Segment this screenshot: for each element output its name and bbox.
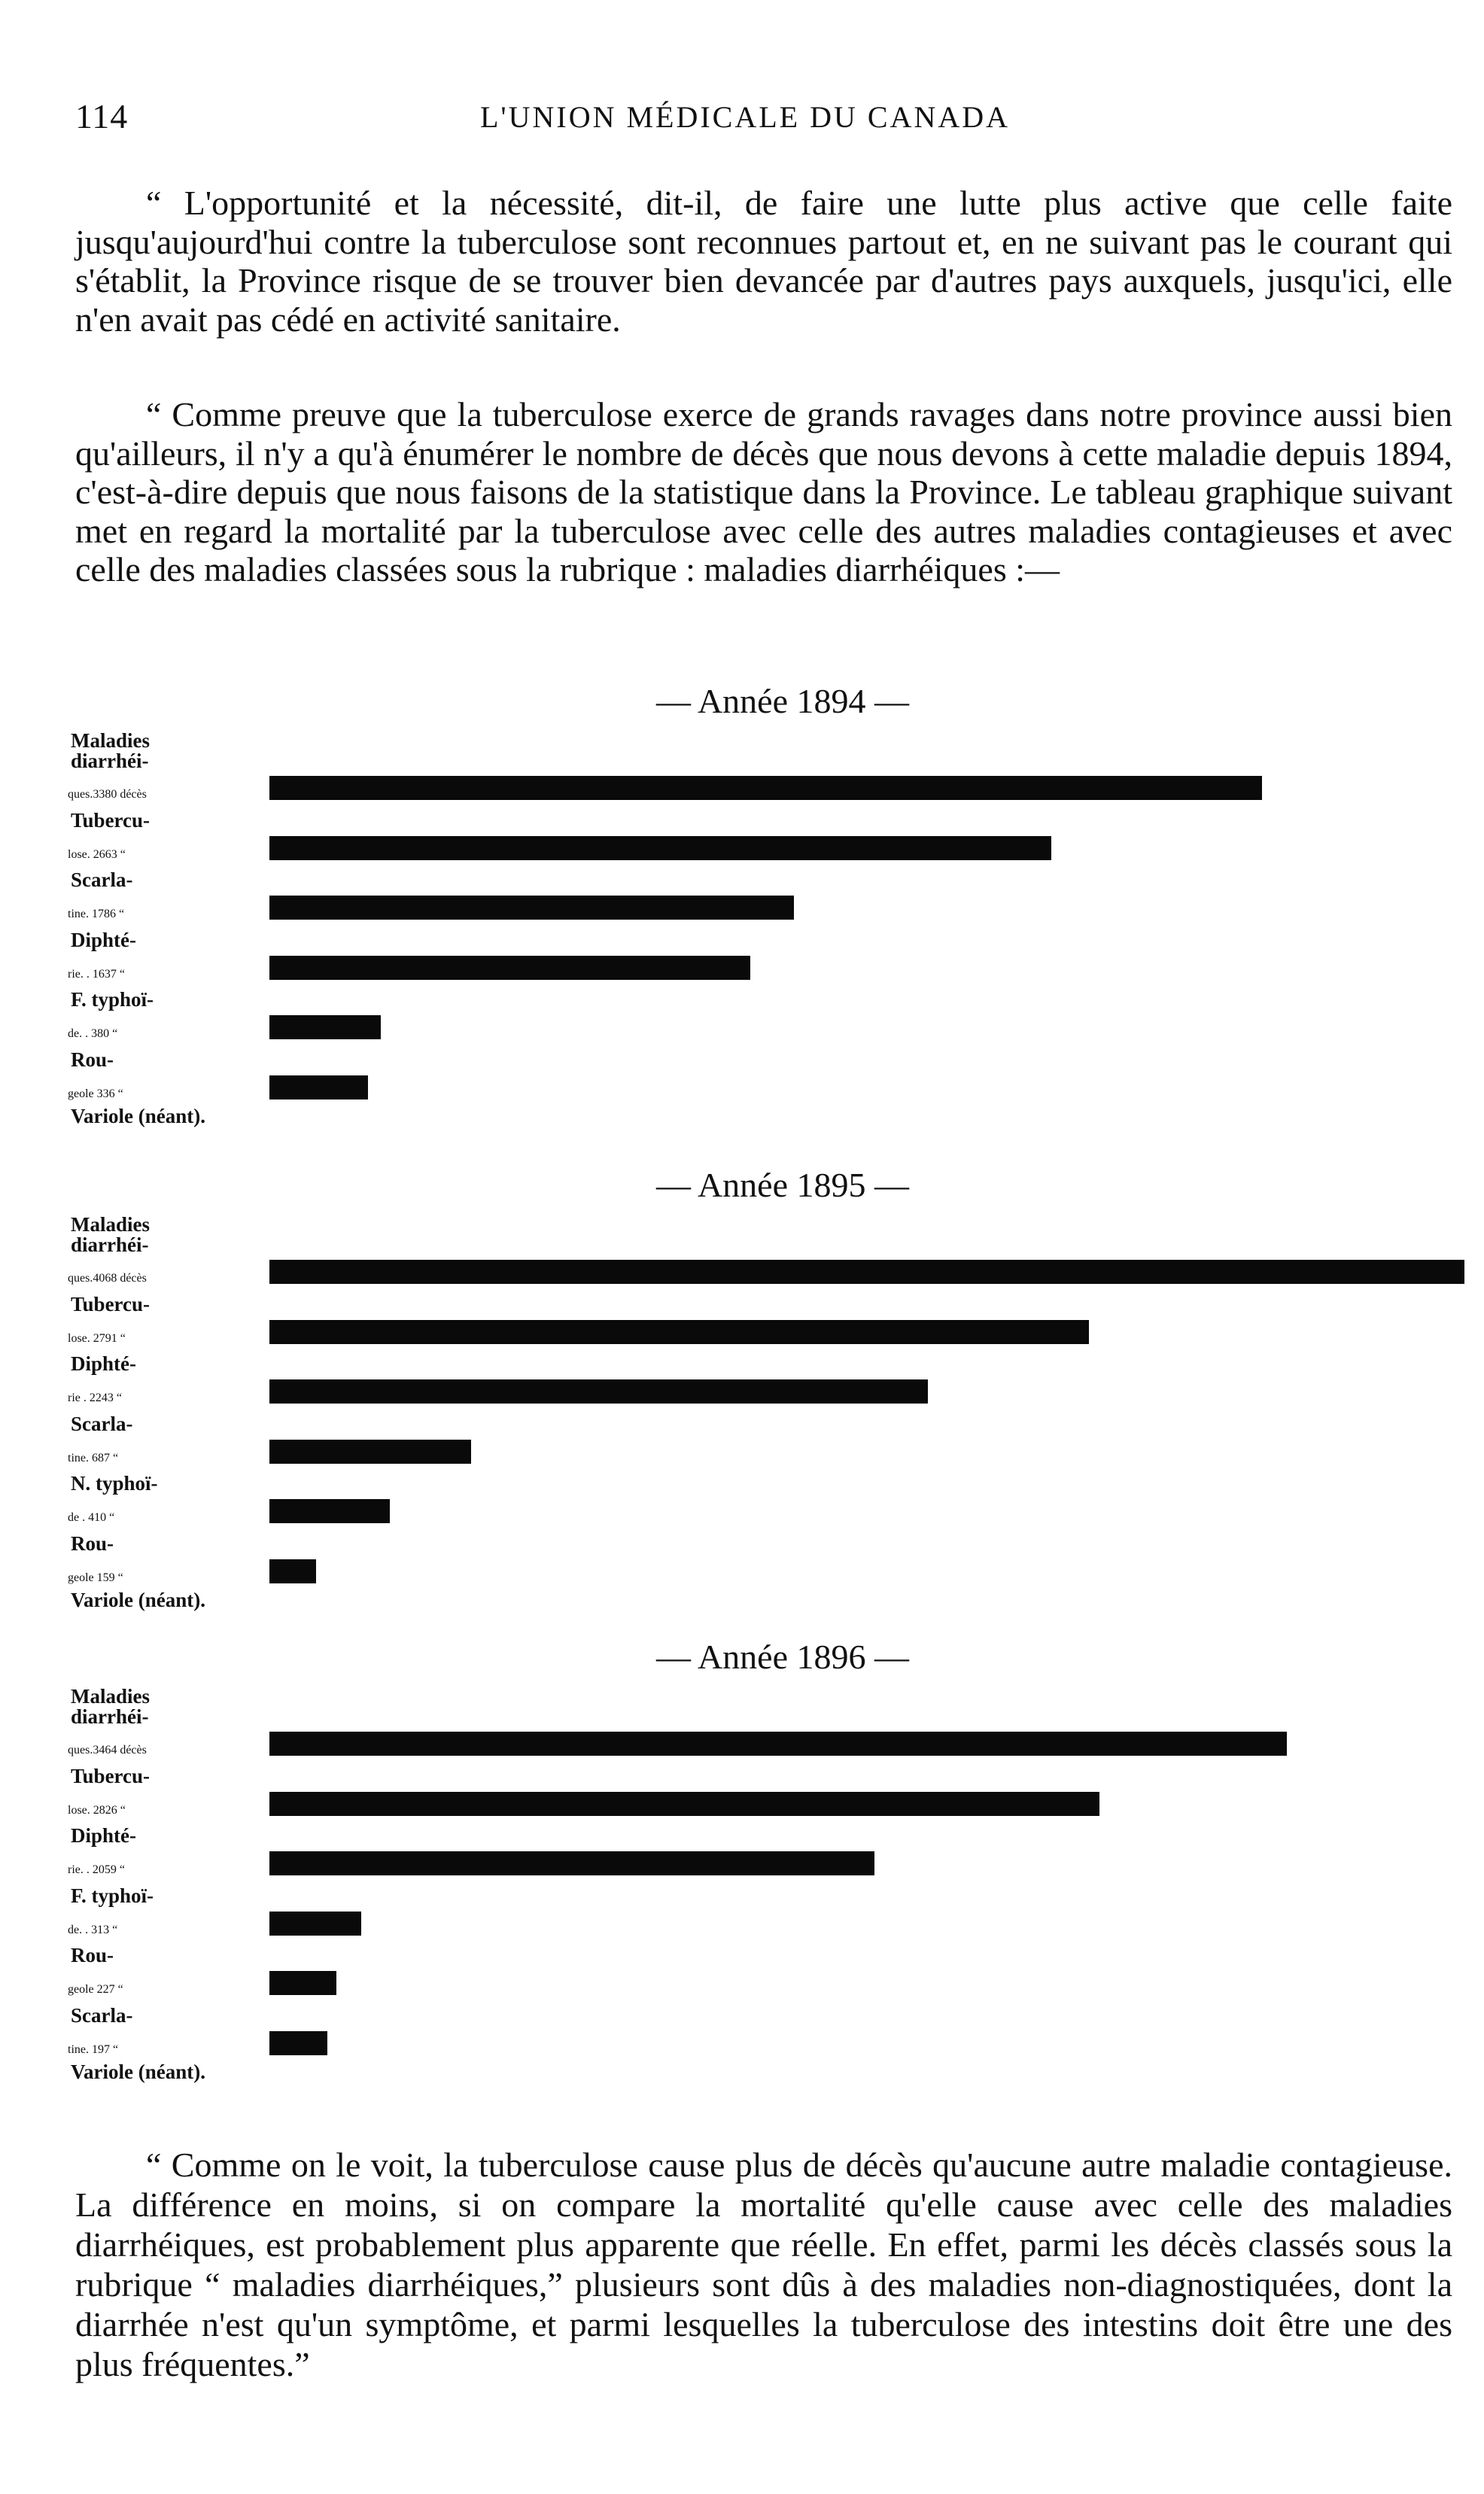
paragraph-1: “ L'opportunité et la nécessité, dit-il, de faire une lutte plus active que celle faite jusqu'aujourd'hui contre la tuberculose sont reconnues partout et, en ne suivant pas le courant qui s'établit, la Province risque de se trouver bien devancée par d'autres pays auxquels, jusqu'ici, elle n'en avait pas cédé en activité sanitaire. bbox=[75, 184, 1452, 339]
bar-label: Tubercu- bbox=[71, 1764, 151, 1787]
bar bbox=[269, 1971, 336, 1995]
bar-label: N. typhoï- bbox=[71, 1472, 158, 1495]
bar-value-label: rie. . 1637 “ bbox=[68, 967, 125, 981]
chart-row bbox=[68, 990, 1467, 1039]
chart-row bbox=[68, 1945, 1467, 1995]
chart-row bbox=[68, 2003, 1467, 2056]
bar-track bbox=[269, 776, 1473, 800]
chart-row bbox=[68, 930, 1467, 980]
paragraph-3: “ Comme on le voit, la tuberculose cause plus de décès qu'aucune autre maladie contagieuse. La différence en moins, si on compare la mortalité qu'elle cause avec celle des maladies diarrhéiques, est probablement plus apparente que réelle. En effet, parmi les décès classés sous la rubrique “ maladies diarrhéiques,” plusieurs sont dûs à des maladies non-diagnostiquées, dont la diarrhée n'est qu'un symptôme, et parmi lesquelles la tuberculose des intestins doit être une des plus fréquentes.” bbox=[75, 2146, 1452, 2383]
bar bbox=[269, 896, 794, 920]
bar-label: Rou- bbox=[71, 1531, 114, 1555]
bar bbox=[269, 776, 1262, 800]
bar-track bbox=[269, 1732, 1473, 1756]
bar-value-label: geole 227 “ bbox=[68, 1983, 123, 1996]
bar bbox=[269, 1912, 361, 1936]
chart-title: — Année 1896 — bbox=[655, 1638, 909, 1676]
bar-value-label: rie. . 2059 “ bbox=[68, 1863, 125, 1876]
chart-row bbox=[68, 1414, 1467, 1464]
bar-value-label: de. . 380 “ bbox=[68, 1027, 118, 1040]
bar-label: Diphté- bbox=[71, 928, 136, 951]
bar bbox=[269, 1320, 1089, 1344]
bar-label: Diphté- bbox=[71, 1824, 136, 1847]
bar-track bbox=[269, 1440, 1473, 1464]
bar-track bbox=[269, 1379, 1473, 1404]
bar-track bbox=[269, 1015, 1473, 1039]
bar-track bbox=[269, 956, 1473, 980]
bar-track bbox=[269, 836, 1473, 860]
bar bbox=[269, 2031, 327, 2055]
bar bbox=[269, 1792, 1099, 1816]
bar-track bbox=[269, 1499, 1473, 1523]
bar-value-label: geole 336 “ bbox=[68, 1087, 123, 1100]
bar bbox=[269, 1499, 390, 1523]
bar bbox=[269, 1440, 471, 1464]
bar-track bbox=[269, 1912, 1473, 1936]
bar bbox=[269, 1559, 316, 1583]
bar-label: Diphté- bbox=[71, 1352, 136, 1375]
bar-track bbox=[269, 2031, 1473, 2055]
paragraph-2: “ Comme preuve que la tuberculose exerce de grands ravages dans notre province aussi bien qu'ailleurs, il n'y a qu'à énumérer le nombre de décès que nous devons à cette maladie depuis 1894, c'est-à-dire depuis que nous faisons de la statistique dans la Province. Le tableau graphique suivant met en regard la mortalité par la tuberculose avec celle des autres maladies contagieuses et avec celle des maladies classées sous la rubrique : maladies diarrhéiques :— bbox=[75, 395, 1452, 589]
bar-label: Rou- bbox=[71, 1944, 114, 1966]
chart-row bbox=[68, 1354, 1467, 1404]
bar bbox=[269, 1015, 381, 1039]
bar-label: Tubercu- bbox=[71, 1292, 151, 1315]
chart-row bbox=[68, 1531, 1467, 1584]
chart-row bbox=[68, 1686, 1467, 1756]
page-header bbox=[75, 96, 1415, 149]
bar-track bbox=[269, 1971, 1473, 1995]
bar bbox=[269, 1379, 928, 1404]
chart-row bbox=[68, 870, 1467, 920]
variole-note: Variole (néant). bbox=[71, 1105, 205, 1127]
bar-track bbox=[269, 1075, 1473, 1099]
bar-track bbox=[269, 1792, 1473, 1816]
bar-value-label: de . 410 “ bbox=[68, 1511, 115, 1524]
bar-label: Rou- bbox=[71, 1048, 114, 1071]
chart-row bbox=[68, 1050, 1467, 1099]
bar-track bbox=[269, 1260, 1473, 1284]
bar-value-label: lose. 2826 “ bbox=[68, 1803, 126, 1817]
bar bbox=[269, 956, 750, 980]
variole-note: Variole (néant). bbox=[71, 2061, 205, 2083]
chart-row bbox=[68, 808, 1467, 861]
chart-row bbox=[68, 1215, 1467, 1284]
chart-row bbox=[68, 731, 1467, 800]
bar-value-label: ques.3380 décès bbox=[68, 788, 147, 801]
bar-label: Scarla- bbox=[71, 868, 133, 891]
chart-row bbox=[68, 1474, 1467, 1523]
chart-row bbox=[68, 1886, 1467, 1936]
bar-value-label: tine. 197 “ bbox=[68, 2042, 119, 2056]
bar-value-label: geole 159 “ bbox=[68, 1571, 123, 1584]
bar bbox=[269, 836, 1051, 860]
bar-label: Tubercu- bbox=[71, 808, 151, 832]
bar-track bbox=[269, 896, 1473, 920]
bar-label: Maladies diarrhéi- bbox=[71, 1213, 150, 1256]
bar bbox=[269, 1851, 874, 1875]
bar-label: Maladies diarrhéi- bbox=[71, 1685, 150, 1728]
bar-label: Scarla- bbox=[71, 2003, 133, 2027]
bar-value-label: ques.3464 décès bbox=[68, 1744, 147, 1756]
bar-label: Scarla- bbox=[71, 1412, 133, 1435]
bar-track bbox=[269, 1851, 1473, 1875]
chart-title: — Année 1895 — bbox=[655, 1166, 909, 1204]
running-title: L'UNION MÉDICALE DU CANADA bbox=[479, 100, 1011, 134]
bar-value-label: rie . 2243 “ bbox=[68, 1391, 122, 1404]
bar-label: F. typhoï- bbox=[71, 1884, 154, 1907]
variole-note: Variole (néant). bbox=[71, 1589, 205, 1611]
bar-value-label: tine. 687 “ bbox=[68, 1451, 119, 1464]
bar bbox=[269, 1075, 368, 1099]
bar-track bbox=[269, 1559, 1473, 1583]
bar bbox=[269, 1732, 1287, 1756]
bar-value-label: de. . 313 “ bbox=[68, 1923, 118, 1936]
bar-value-label: lose. 2663 “ bbox=[68, 847, 126, 861]
bar-label: F. typhoï- bbox=[71, 988, 154, 1011]
bar-value-label: lose. 2791 “ bbox=[68, 1331, 126, 1345]
bar-track bbox=[269, 1320, 1473, 1344]
bar-label: Maladies diarrhéi- bbox=[71, 729, 150, 772]
bar-value-label: ques.4068 décès bbox=[68, 1272, 147, 1285]
chart-title: — Année 1894 — bbox=[655, 682, 909, 720]
chart-row bbox=[68, 1294, 1467, 1344]
page-number: 114 bbox=[75, 97, 129, 135]
chart-row bbox=[68, 1826, 1467, 1875]
bar bbox=[269, 1260, 1464, 1284]
chart-row bbox=[68, 1766, 1467, 1816]
bar-value-label: tine. 1786 “ bbox=[68, 908, 125, 920]
